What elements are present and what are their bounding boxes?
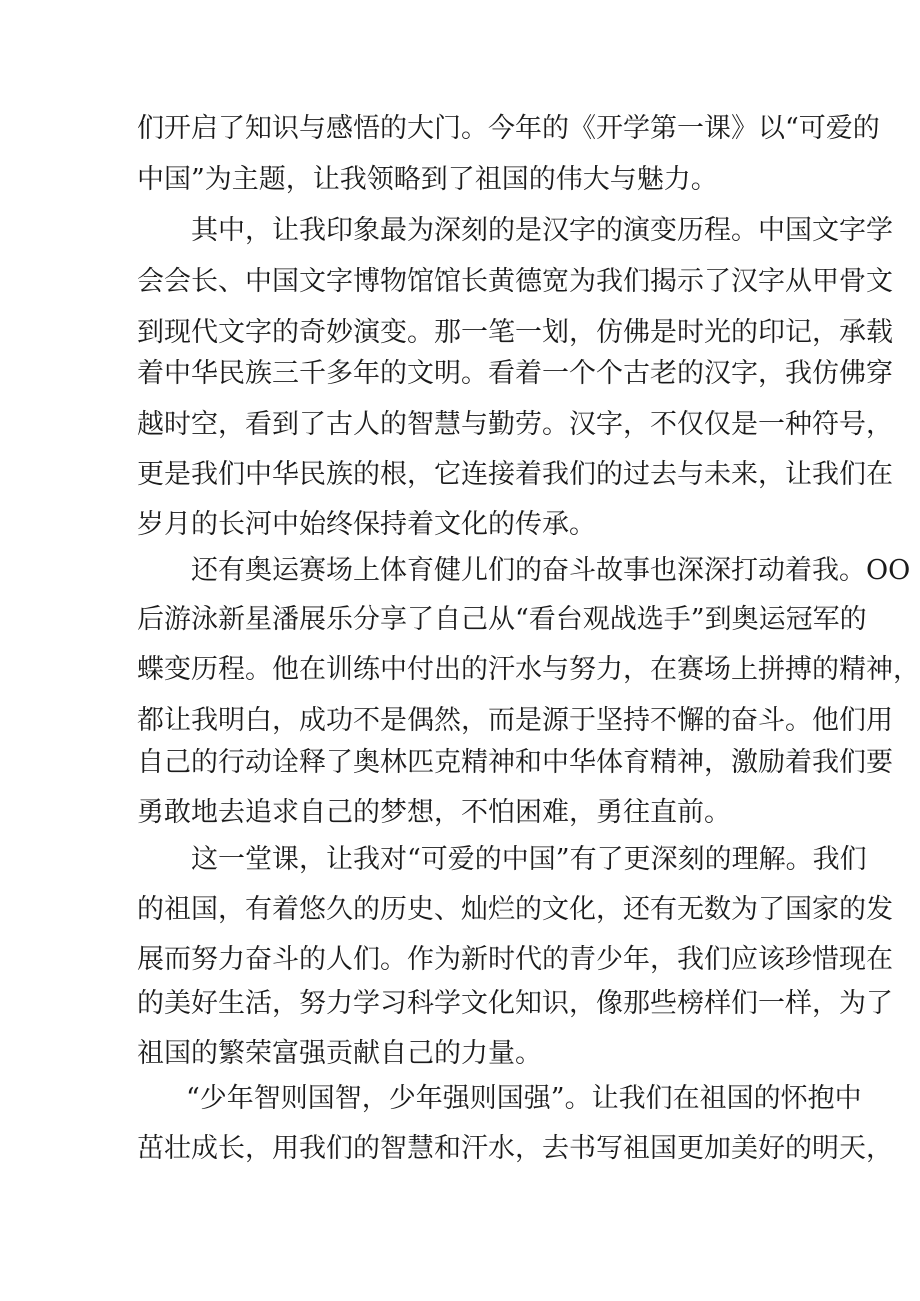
text-line: 的美好生活，努力学习科学文化知识，像那些榜样们一样，为了 [137,988,893,1019]
text-line: 后游泳新星潘展乐分享了自己从“看台观战选手”到奥运冠军的 [137,604,867,635]
text-line: 更是我们中华民族的根，它连接着我们的过去与未来，让我们在 [137,459,893,490]
text-line: 到现代文字的奇妙演变。那一笔一划，仿佛是时光的印记，承载 [137,317,893,348]
paragraph-first-line: 其中，让我印象最为深刻的是汉字的演变历程。中国文字学 [191,215,893,246]
paragraph-first-line: 这一堂课，让我对“可爱的中国”有了更深刻的理解。我们 [191,844,867,875]
text-line: 茁壮成长，用我们的智慧和汗水，去书写祖国更加美好的明天， [137,1133,893,1164]
text-line: 会会长、中国文字博物馆馆长黄德宽为我们揭示了汉字从甲骨文 [137,266,893,297]
text-line: 都让我明白，成功不是偶然，而是源于坚持不懈的奋斗。他们用 [137,705,893,736]
text-line: 的祖国，有着悠久的历史、灿烂的文化，还有无数为了国家的发 [137,894,893,925]
text-line: 蝶变历程。他在训练中付出的汗水与努力，在赛场上拼搏的精神， [137,654,920,685]
paragraph-first-line: 还有奥运赛场上体育健儿们的奋斗故事也深深打动着我。OO [191,555,911,586]
text-line: 着中华民族三千多年的文明。看着一个个古老的汉字，我仿佛穿 [137,358,893,389]
paragraph-first-line: “少年智则国智，少年强则国强”。让我们在祖国的怀抱中 [186,1083,862,1114]
text-line: 岁月的长河中始终保持着文化的传承。 [137,509,596,540]
text-line: 勇敢地去追求自己的梦想，不怕困难，勇往直前。 [137,797,731,828]
text-line: 越时空，看到了古人的智慧与勤劳。汉字，不仅仅是一种符号， [137,409,893,440]
text-line: 祖国的繁荣富强贡献自己的力量。 [137,1038,542,1069]
text-line: 中国”为主题，让我领略到了祖国的伟大与魅力。 [137,164,718,195]
text-line: 自己的行动诠释了奥林匹克精神和中华体育精神，激励着我们要 [137,747,893,778]
text-line: 们开启了知识与感悟的大门。今年的《开学第一课》以“可爱的 [137,113,880,144]
text-line: 展而努力奋斗的人们。作为新时代的青少年，我们应该珍惜现在 [137,944,893,975]
